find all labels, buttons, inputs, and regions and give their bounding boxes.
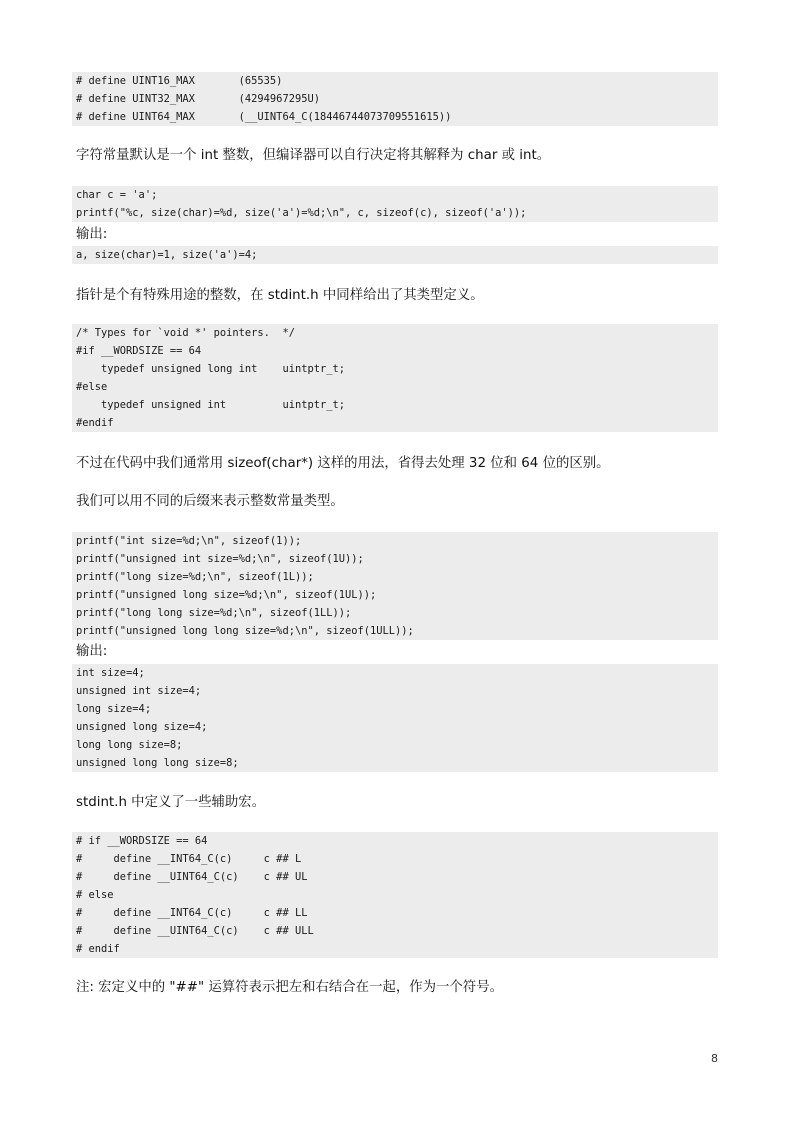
code-line: unsigned int size=4; — [76, 685, 202, 697]
code-line: # else — [76, 889, 114, 901]
code-line: long size=4; — [76, 703, 152, 715]
code-line: printf("unsigned int size=%d;\n", sizeof(1U)); — [76, 553, 364, 565]
paragraph-pointer: 指针是个有特殊用途的整数，在 stdint.h 中同样给出了其类型定义。 — [76, 288, 484, 303]
code-line: # define UINT32_MAX (4294967295U) — [76, 93, 320, 105]
code-line: long long size=8; — [76, 739, 183, 751]
paragraph-suffix: 我们可以用不同的后缀来表示整数常量类型。 — [76, 494, 344, 509]
code-block-suffix — [72, 532, 718, 640]
paragraph-helper-macros: stdint.h 中定义了一些辅助宏。 — [76, 795, 266, 810]
code-line: printf("%c, size(char)=%d, size('a')=%d;\n", c, sizeof(c), sizeof('a')); — [76, 207, 527, 219]
code-line: # if __WORDSIZE == 64 — [76, 835, 208, 847]
code-block-uint-max — [72, 72, 718, 126]
page-number: 8 — [711, 1052, 718, 1065]
code-line: typedef unsigned long int uintptr_t; — [76, 363, 345, 375]
code-line: # endif — [76, 943, 120, 955]
code-line: a, size(char)=1, size('a')=4; — [76, 249, 258, 261]
code-line: # define __INT64_C(c) c ## LL — [76, 907, 308, 919]
code-line: # define UINT16_MAX (65535) — [76, 75, 283, 87]
code-line: # define __UINT64_C(c) c ## ULL — [76, 925, 314, 937]
code-line: unsigned long long size=8; — [76, 757, 239, 769]
paragraph-note: 注: 宏定义中的 "##" 运算符表示把左和右结合在一起，作为一个符号。 — [76, 980, 503, 995]
code-line: #if __WORDSIZE == 64 — [76, 345, 202, 357]
output-label: 输出: — [76, 227, 108, 242]
code-line: printf("int size=%d;\n", sizeof(1)); — [76, 535, 302, 547]
code-line: printf("long long size=%d;\n", sizeof(1LL)); — [76, 607, 352, 619]
code-line: #else — [76, 381, 108, 393]
code-line: #endif — [76, 417, 114, 429]
code-line: # define UINT64_MAX (__UINT64_C(18446744073709551615)) — [76, 111, 452, 123]
code-block-char — [72, 186, 718, 222]
code-line: printf("unsigned long size=%d;\n", sizeof(1UL)); — [76, 589, 377, 601]
paragraph-char-constant: 字符常量默认是一个 int 整数，但编译器可以自行决定将其解释为 char 或 int。 — [76, 148, 551, 163]
code-line: unsigned long size=4; — [76, 721, 208, 733]
paragraph-sizeof: 不过在代码中我们通常用 sizeof(char*) 这样的用法，省得去处理 32 位和 64 位的区别。 — [76, 456, 610, 471]
code-block-uintptr — [72, 324, 718, 432]
code-line: int size=4; — [76, 667, 145, 679]
code-block-suffix-output — [72, 664, 718, 772]
code-block-char-output — [72, 246, 718, 264]
code-line: typedef unsigned int uintptr_t; — [76, 399, 345, 411]
output-label: 输出: — [76, 644, 108, 659]
code-line: printf("unsigned long long size=%d;\n", sizeof(1ULL)); — [76, 625, 414, 637]
code-line: char c = 'a'; — [76, 189, 158, 201]
code-line: /* Types for `void *' pointers. */ — [76, 327, 295, 339]
code-block-helper-macros — [72, 832, 718, 958]
code-line: # define __INT64_C(c) c ## L — [76, 853, 302, 865]
code-line: # define __UINT64_C(c) c ## UL — [76, 871, 308, 883]
code-line: printf("long size=%d;\n", sizeof(1L)); — [76, 571, 314, 583]
